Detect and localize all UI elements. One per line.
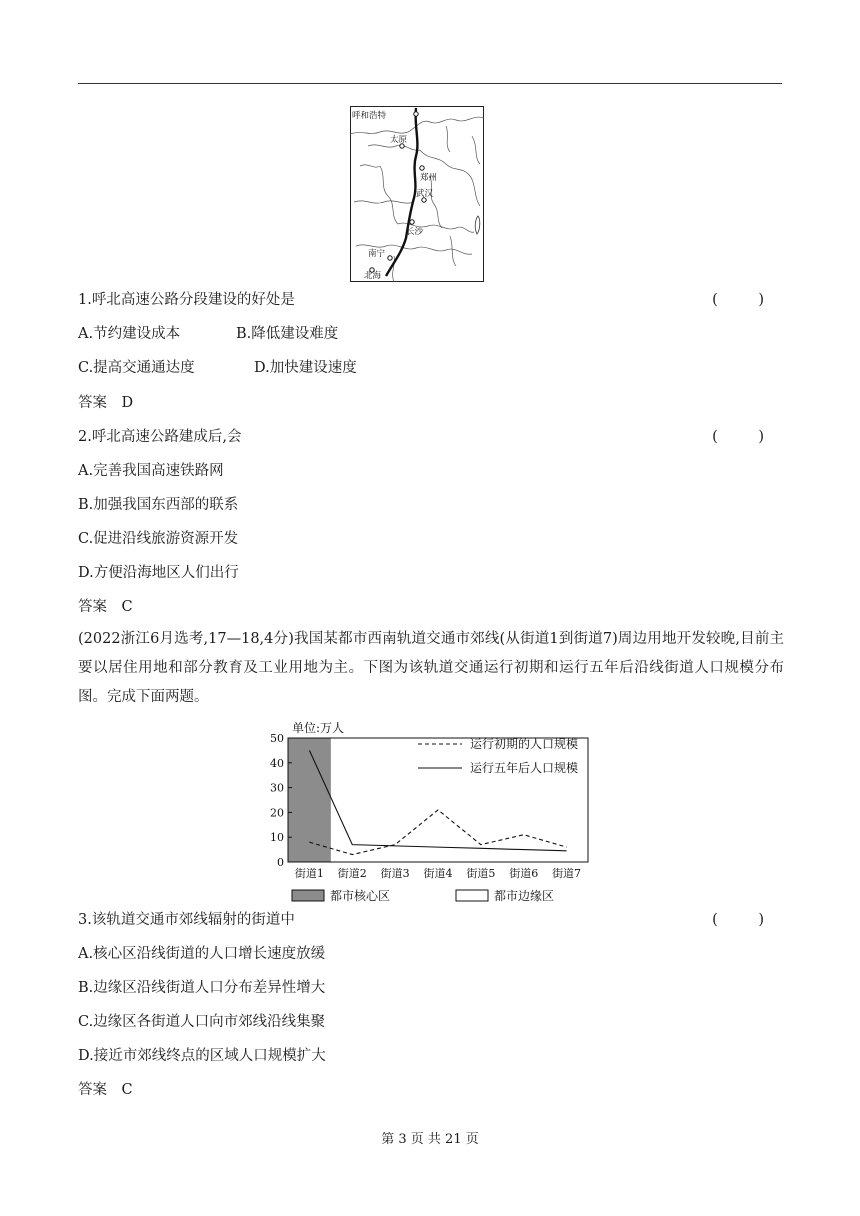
region-legend-label: 都市边缘区: [494, 889, 555, 903]
question-3-answer-paren: ( ): [712, 912, 782, 928]
x-tick-label: 街道4: [423, 867, 453, 880]
question-1-option-b: B.降低建设难度: [236, 326, 339, 342]
intro-paragraph: (2022浙江6月选考,17—18,4分)我国某都市西南轨道交通市郊线(从街道1到街道7)周边用地开发较晚,目前主要以居住用地和部分教育及工业用地为主。下图为该轨道交通运行初期和运行五年后沿线街道人口规模分布图。完成下面两题。: [78, 631, 784, 705]
question-3-option-b: B.边缘区沿线街道人口分布差异性增大: [78, 980, 326, 996]
y-tick-label: 20: [270, 806, 284, 820]
y-tick-label: 50: [270, 732, 284, 745]
y-tick-label: 30: [270, 781, 284, 795]
question-2-answer-paren: ( ): [712, 429, 782, 445]
question-2-option-d: D.方便沿海地区人们出行: [78, 565, 239, 581]
map-label-taiyuan: 太原: [390, 135, 408, 145]
map-label-zhengzhou: 郑州: [420, 173, 438, 183]
map-label-changsha: 长沙: [406, 227, 424, 237]
question-1-option-d: D.加快建设速度: [254, 360, 357, 376]
region-legend-swatch: [292, 890, 324, 901]
x-tick-label: 街道7: [552, 867, 582, 880]
y-tick-label: 0: [277, 856, 284, 869]
question-1-stem: 1.呼北高速公路分段建设的好处是: [78, 292, 295, 308]
question-3-option-a: A.核心区沿线街道的人口增长速度放缓: [78, 946, 326, 962]
question-1-answer: 答案 D: [78, 395, 134, 411]
question-3-option-d: D.接近市郊线终点的区域人口规模扩大: [78, 1048, 326, 1064]
population-chart: [258, 716, 598, 906]
question-2-option-b: B.加强我国东西部的联系: [78, 497, 239, 513]
series-initial-line: [309, 810, 566, 855]
x-tick-label: 街道3: [380, 867, 410, 880]
map-label-beihai: 北海: [364, 271, 382, 281]
question-2-answer: 答案 C: [78, 599, 133, 615]
x-tick-label: 街道2: [337, 867, 367, 880]
plot-frame: [288, 738, 588, 862]
route-map: [350, 106, 484, 282]
legend-series-label: 运行初期的人口规模: [470, 737, 579, 751]
x-tick-label: 街道5: [466, 867, 496, 880]
map-label-hohhot: 呼和浩特: [352, 111, 387, 121]
question-2-stem: 2.呼北高速公路建成后,会: [78, 429, 242, 445]
question-3-stem: 3.该轨道交通市郊线辐射的街道中: [78, 912, 295, 928]
map-label-wuhan: 武汉: [416, 189, 434, 199]
legend-series-label: 运行五年后人口规模: [470, 761, 579, 775]
question-1-option-a: A.节约建设成本: [78, 326, 181, 342]
question-2-option-c: C.促进沿线旅游资源开发: [78, 531, 239, 547]
x-tick-label: 街道6: [509, 867, 539, 880]
chart-unit-label: 单位:万人: [292, 721, 345, 735]
core-region-band: [288, 738, 331, 862]
region-legend-swatch: [456, 890, 488, 901]
question-2-option-a: A.完善我国高速铁路网: [78, 463, 224, 479]
y-tick-label: 40: [270, 756, 284, 770]
x-tick-label: 街道1: [294, 867, 324, 880]
region-legend-label: 都市核心区: [330, 889, 391, 903]
question-3-answer: 答案 C: [78, 1082, 133, 1098]
question-1-answer-paren: ( ): [712, 292, 782, 308]
header-rule: [78, 83, 782, 84]
question-1-option-c: C.提高交通通达度: [78, 360, 195, 376]
y-tick-label: 10: [270, 831, 284, 845]
map-label-nanning: 南宁: [368, 249, 386, 259]
question-3-option-c: C.边缘区各街道人口向市郊线沿线集聚: [78, 1014, 326, 1030]
page-footer: 第 3 页 共 21 页: [381, 1132, 479, 1147]
